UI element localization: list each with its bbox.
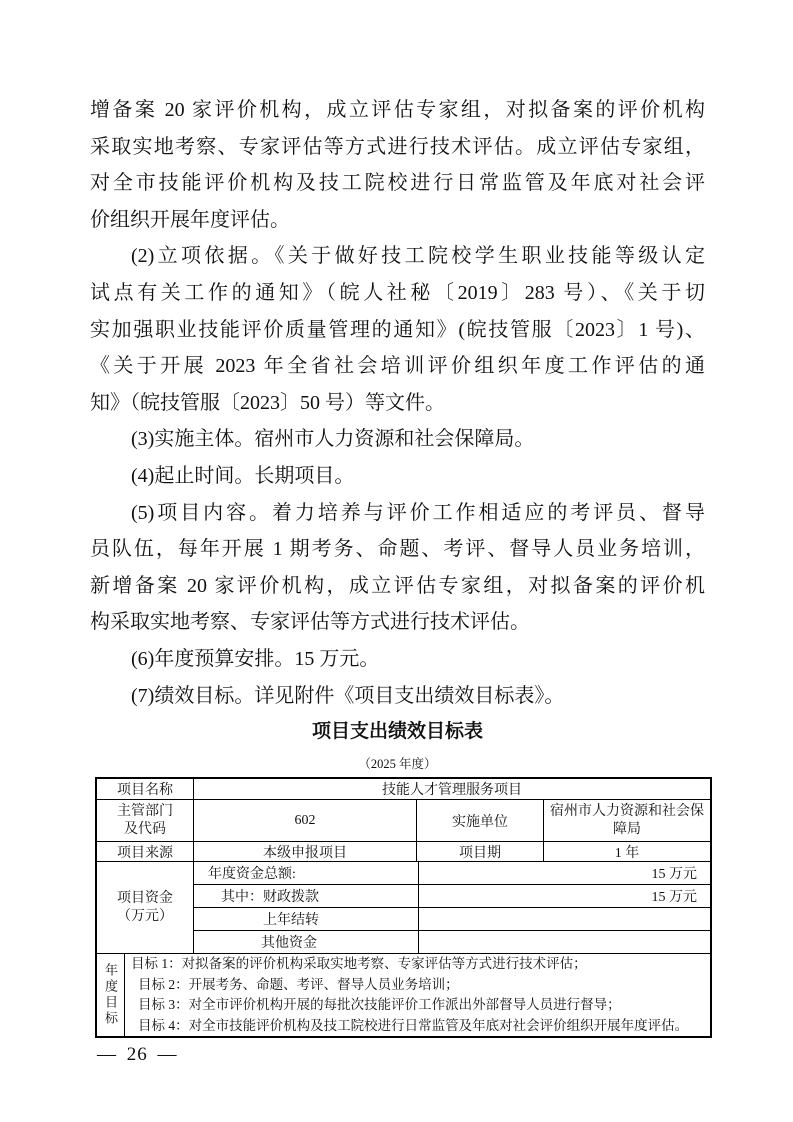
funds-row — [194, 908, 710, 931]
table-row — [97, 842, 710, 862]
source-value: 本级申报项目 — [194, 842, 417, 862]
annual-goal-label — [97, 954, 125, 1036]
funds-row-label: 其中：财政拨款 — [194, 885, 419, 908]
body-line: 试点有关工作的通知》（皖人社秘〔2019〕283 号）、《关于切 — [90, 281, 705, 304]
annual-goals — [125, 954, 710, 1036]
funds-row-label: 年度资金总额: — [194, 862, 419, 885]
goal-line: 目标 4：对全市技能评价机构及技工院校进行日常监管及年底对社会评价组织开展年度评估。 — [138, 1017, 689, 1033]
project-name-label: 项目名称 — [97, 779, 194, 800]
body-line: 员队伍，每年开展 1 期考务、命题、考评、督导人员业务培训， — [90, 538, 705, 561]
body-line: (3)实施主体。宿州市人力资源和社会保障局。 — [131, 428, 535, 451]
body-line: 对全市技能评价机构及技工院校进行日常监管及年底对社会评 — [90, 172, 705, 195]
funds-label — [97, 862, 194, 954]
body-line: 知》（皖技管服〔2023〕50 号）等文件。 — [90, 391, 445, 414]
funds-row-value — [419, 931, 710, 954]
goal-line: 目标 1：对拟备案的评价机构采取实地考察、专家评估等方式进行技术评估； — [131, 956, 587, 971]
funds-row — [194, 931, 710, 954]
dept-label-line2: 及代码 — [124, 821, 166, 837]
body-line: 实加强职业技能评价质量管理的通知》(皖技管服〔2023〕1 号)、 — [90, 318, 705, 341]
body-line: 采取实地考察、专家评估等方式进行技术评估。成立评估专家组， — [90, 135, 705, 158]
project-name-value: 技能人才管理服务项目 — [194, 779, 710, 800]
annual-goal-label-text: 年度目标 — [103, 963, 118, 1027]
body-text — [90, 92, 705, 714]
table-row — [97, 779, 710, 800]
funds-block — [97, 862, 710, 954]
source-label: 项目来源 — [97, 842, 194, 862]
period-label: 项目期 — [417, 842, 544, 862]
funds-row-value — [419, 908, 710, 931]
dept-label-line1: 主管部门 — [117, 803, 173, 819]
impl-unit-value: 宿州市人力资源和社会保障局 — [544, 800, 710, 842]
body-line: (6)年度预算安排。15 万元。 — [131, 647, 380, 670]
body-line: (5)项目内容。着力培养与评价工作相适应的考评员、督导 — [131, 501, 705, 524]
body-line: (4)起止时间。长期项目。 — [131, 464, 355, 487]
body-line: 构采取实地考察、专家评估等方式进行技术评估。 — [90, 611, 530, 634]
table-subtitle: （2025 年度） — [358, 757, 437, 771]
body-line: (7)绩效目标。详见附件《项目支出绩效目标表》。 — [131, 684, 565, 707]
body-line: 价组织开展年度评估。 — [90, 208, 290, 231]
funds-row — [194, 885, 710, 908]
body-line: (2)立项依据。《关于做好技工院校学生职业技能等级认定 — [131, 245, 705, 268]
goal-line: 目标 3：对全市评价机构开展的每批次技能评价工作派出外部督导人员进行督导； — [138, 997, 621, 1012]
dept-label — [97, 800, 194, 842]
period-value: 1 年 — [544, 842, 710, 862]
funds-row-value: 15 万元 — [419, 862, 710, 885]
performance-target-table — [95, 777, 712, 1038]
funds-row-value: 15 万元 — [419, 885, 710, 908]
table-title: 项目支出绩效目标表 — [311, 721, 483, 742]
body-line: 《关于开展 2023 年全省社会培训评价组织年度工作评估的通 — [90, 355, 705, 378]
impl-unit-label: 实施单位 — [417, 800, 544, 842]
funds-rows — [194, 862, 710, 954]
table-row — [97, 954, 710, 1036]
table-row — [97, 800, 710, 842]
body-line: 增备案 20 家评价机构，成立评估专家组，对拟备案的评价机构 — [90, 99, 705, 121]
funds-row-label: 上年结转 — [194, 908, 419, 931]
dept-code-value: 602 — [194, 800, 417, 842]
funds-row-label: 其他资金 — [194, 931, 419, 954]
funds-label-line2: （万元） — [117, 908, 173, 924]
goal-line: 目标 2：开展考务、命题、考评、督导人员业务培训； — [138, 976, 459, 992]
funds-row — [194, 862, 710, 885]
body-line: 新增备案 20 家评价机构，成立评估专家组，对拟备案的评价机 — [90, 574, 705, 597]
page-number: — 26 — — [97, 1044, 178, 1065]
funds-label-line1: 项目资金 — [117, 890, 173, 906]
